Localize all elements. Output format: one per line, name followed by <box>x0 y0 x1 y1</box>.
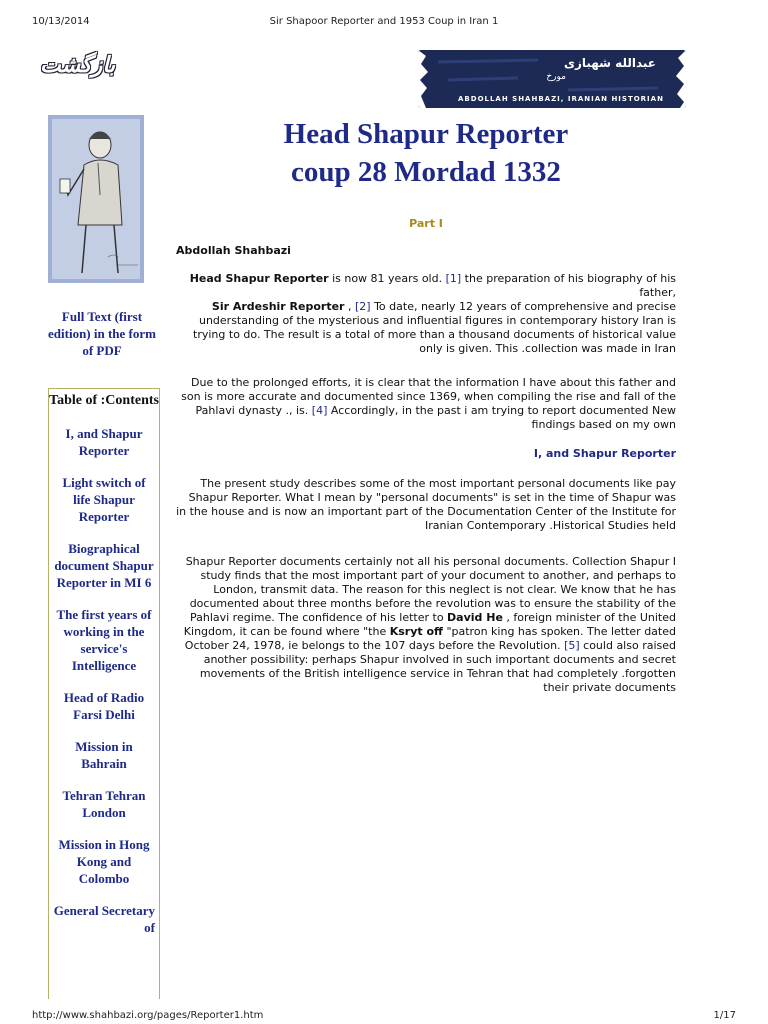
page-counter: 1/17 <box>713 1010 736 1021</box>
print-date: 10/13/2014 <box>32 16 90 27</box>
text-run: "patron king has spoken. The letter dated October 24, 1978, ie belongs to the 107 days before the Revolution. <box>184 625 676 652</box>
text-run: , <box>344 300 355 313</box>
text-run: Shapur Reporter documents certainly not all his personal documents. Collection Shapur I study finds that the most important part of your document to another, and perhaps to London, transmit data. The reason for this neglect is not clear. We know that he has documented about three months before the revolution was to ensure the stability of the Pahlavi regime. The confidence of his letter to <box>185 555 676 624</box>
text-run: could also raised another possibility: perhaps Shapur involved in such important documents and secret movements of the British intelligence service in Tehran that had completely .forgotten their private documents <box>199 639 676 694</box>
paragraph-2 <box>176 376 676 432</box>
toc-link[interactable]: Mission in Bahrain <box>75 739 133 771</box>
bold-name: Head Shapur Reporter <box>189 272 329 285</box>
footnote-link[interactable]: [1] <box>445 272 462 285</box>
paragraph-3: The present study describes some of the most important personal documents like pay Shapur Reporter. What I mean by "personal documents" is set in the time of Shapur was in the house and is now an important part of the Documentation Center of the Institute for Iranian Contemporary .Historical Studies held <box>176 477 676 532</box>
toc-link[interactable]: Biographical document Shapur Reporter in MI 6 <box>54 541 154 590</box>
toc-link[interactable]: I, and Shapur Reporter <box>65 426 143 458</box>
section-heading: I, and Shapur Reporter <box>533 447 676 460</box>
bold-name: Ksryt off <box>389 625 443 638</box>
banner-name-fa: عبدالله شهبازی <box>563 56 656 70</box>
banner-subtitle-fa: مورخ <box>546 72 566 82</box>
banner-name-en: ABDOLLAH SHAHBAZI, IRANIAN HISTORIAN <box>458 95 664 103</box>
text-run: is now 81 years old. <box>328 272 446 285</box>
title-line-1: Head Shapur Reporter <box>283 118 569 150</box>
toc-link[interactable]: Light switch of life Shapur Reporter <box>62 475 146 524</box>
footnote-link[interactable]: [2] <box>354 300 371 313</box>
toc-link[interactable]: The first years of working in the service's Intelligence <box>56 607 152 673</box>
bold-name: Sir Ardeshir Reporter <box>211 300 345 313</box>
back-logo-link[interactable]: بازگشت <box>40 52 116 78</box>
text-run: the preparation of his biography of his father, <box>461 272 676 299</box>
table-of-contents <box>48 388 160 999</box>
toc-link[interactable]: General Secretary of <box>53 903 155 935</box>
portrait-sketch-image <box>48 115 144 283</box>
portrait-drawing <box>48 115 144 283</box>
text-run: To date, nearly 12 years of comprehensive and precise understanding of the mysterious and influential figures in contemporary history Iran is trying to do. The result is a total of more than a thousand documents of historical value only is given. This .collection was made in Iran <box>193 300 676 355</box>
article-title <box>176 115 676 191</box>
print-header <box>0 6 768 26</box>
article-body <box>176 115 676 695</box>
toc-title: Table of :Contents <box>49 393 159 408</box>
text-run: , foreign minister of the United Kingdom, it can be found where "the <box>183 611 676 638</box>
toc-link[interactable]: Head of Radio Farsi Delhi <box>63 690 145 722</box>
site-banner[interactable] <box>418 50 686 108</box>
toc-link[interactable]: Mission in Hong Kong and Colombo <box>58 837 150 886</box>
toc-link[interactable]: Tehran Tehran London <box>62 788 146 820</box>
text-run: Due to the prolonged efforts, it is clear that the information I have about this father and son is more accurate and documented since 1369, when compiling the rise and fall of the Pahlavi dynasty ., is. <box>181 376 676 417</box>
author-name: Abdollah Shahbazi <box>176 244 291 257</box>
title-line-2: coup 28 Mordad 1332 <box>291 156 561 188</box>
footnote-link[interactable]: [5] <box>564 639 580 652</box>
text-run: Accordingly, in the past i am trying to report documented New findings based on my own <box>327 404 676 431</box>
print-url: http://www.shahbazi.org/pages/Reporter1.htm <box>32 1010 264 1021</box>
full-text-pdf-link[interactable]: Full Text (first edition) in the form of PDF <box>48 309 156 358</box>
bold-name: David He <box>447 611 503 624</box>
print-title: Sir Shapoor Reporter and 1953 Coup in Iran 1 <box>269 16 499 27</box>
footnote-link[interactable]: [4] <box>311 404 328 417</box>
part-label: Part I <box>409 217 443 230</box>
paragraph-1 <box>176 272 676 356</box>
paragraph-4 <box>176 555 676 695</box>
